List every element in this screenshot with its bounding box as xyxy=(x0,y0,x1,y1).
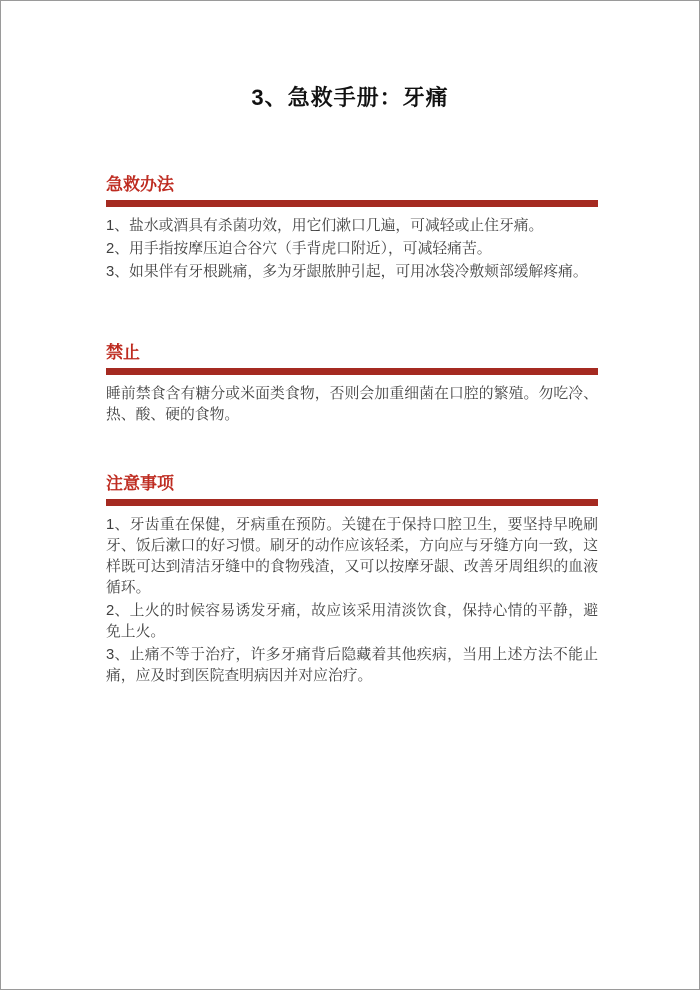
section-divider xyxy=(106,499,598,506)
list-item: 2、上火的时候容易诱发牙痛，故应该采用清淡饮食，保持心情的平静，避免上火。 xyxy=(106,603,598,640)
section-precautions xyxy=(106,474,598,687)
list-item: 3、如果伴有牙根跳痛，多为牙龈脓肿引起，可用冰袋冷敷颊部缓解疼痛。 xyxy=(106,264,588,280)
list-item: 2、用手指按摩压迫合谷穴（手背虎口附近），可减轻痛苦。 xyxy=(106,241,492,257)
page-content xyxy=(106,175,598,687)
section-divider xyxy=(106,200,598,207)
list-item: 1、盐水或酒具有杀菌功效，用它们漱口几遍，可减轻或止住牙痛。 xyxy=(106,218,544,234)
paragraph: 睡前禁食含有糖分或米面类食物，否则会加重细菌在口腔的繁殖。勿吃冷、热、酸、硬的食物。 xyxy=(106,386,598,423)
section-body xyxy=(106,384,598,426)
section-body xyxy=(106,515,598,687)
list-item: 3、止痛不等于治疗，许多牙痛背后隐藏着其他疾病，当用上述方法不能止痛，应及时到医院查明病因并对应治疗。 xyxy=(106,647,598,684)
section-first-aid-methods xyxy=(106,175,598,283)
section-body xyxy=(106,216,598,283)
page-title: 3、急救手册：牙痛 xyxy=(251,85,449,110)
section-heading: 急救办法 xyxy=(106,175,174,194)
list-item: 1、牙齿重在保健，牙病重在预防。关键在于保持口腔卫生，要坚持早晚刷牙、饭后漱口的好习惯。刷牙的动作应该轻柔，方向应与牙缝方向一致，这样既可达到清洁牙缝中的食物残渣，又可以按摩牙龈、改善牙周组织的血液循环。 xyxy=(106,517,598,596)
section-heading: 注意事项 xyxy=(106,474,174,493)
section-divider xyxy=(106,368,598,375)
section-heading: 禁止 xyxy=(106,343,140,362)
section-prohibited xyxy=(106,343,598,426)
